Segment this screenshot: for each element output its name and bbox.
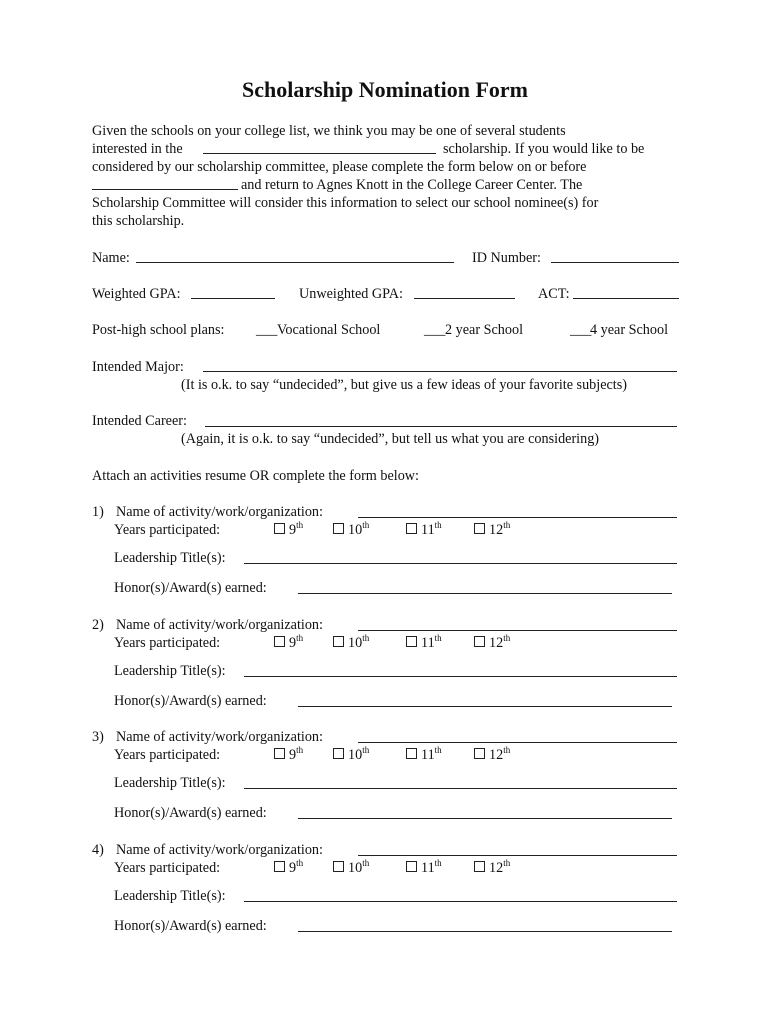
grade-number: 9	[289, 635, 297, 651]
weighted-gpa-field[interactable]	[191, 298, 275, 299]
grade-number: 12	[489, 635, 504, 651]
honors-label: Honor(s)/Award(s) earned:	[114, 918, 267, 934]
activity-name-field[interactable]	[358, 517, 677, 518]
leadership-field[interactable]	[244, 788, 677, 789]
activity-number: 2)	[92, 617, 104, 633]
grade-suffix: th	[296, 858, 304, 868]
checkbox-icon[interactable]	[333, 748, 344, 759]
grade-checkbox-option[interactable]	[274, 521, 303, 539]
checkbox-icon[interactable]	[274, 636, 285, 647]
plan-2yr-blank[interactable]: ___	[424, 322, 446, 338]
leadership-field[interactable]	[244, 901, 677, 902]
intro-line-1: Given the schools on your college list, we think you may be one of several students	[92, 123, 566, 139]
grade-checkbox-option[interactable]	[406, 521, 442, 539]
grade-suffix: th	[362, 858, 370, 868]
plans-label: Post-high school plans:	[92, 322, 225, 338]
activity-name-label: Name of activity/work/organization:	[116, 617, 323, 633]
grade-suffix: th	[503, 633, 511, 643]
grade-number: 11	[421, 522, 435, 538]
act-label: ACT:	[538, 286, 570, 302]
weighted-gpa-label: Weighted GPA:	[92, 286, 181, 302]
grade-suffix: th	[296, 745, 304, 755]
grade-suffix: th	[503, 745, 511, 755]
grade-number: 10	[348, 860, 363, 876]
checkbox-icon[interactable]	[333, 523, 344, 534]
years-participated-label: Years participated:	[114, 747, 221, 763]
career-label: Intended Career:	[92, 413, 187, 429]
grade-suffix: th	[362, 520, 370, 530]
act-field[interactable]	[573, 298, 679, 299]
grade-checkbox-option[interactable]	[274, 746, 303, 764]
grade-suffix: th	[503, 858, 511, 868]
grade-checkbox-option[interactable]	[474, 521, 510, 539]
activity-number: 1)	[92, 504, 104, 520]
grade-number: 9	[289, 522, 297, 538]
grade-suffix: th	[434, 858, 442, 868]
checkbox-icon[interactable]	[274, 861, 285, 872]
checkbox-icon[interactable]	[406, 523, 417, 534]
honors-label: Honor(s)/Award(s) earned:	[114, 580, 267, 596]
checkbox-icon[interactable]	[333, 636, 344, 647]
major-label: Intended Major:	[92, 359, 184, 375]
unweighted-gpa-label: Unweighted GPA:	[299, 286, 403, 302]
grade-checkbox-option[interactable]	[406, 634, 442, 652]
grade-checkbox-option[interactable]	[333, 746, 369, 764]
grade-checkbox-option[interactable]	[274, 859, 303, 877]
checkbox-icon[interactable]	[406, 861, 417, 872]
grade-number: 10	[348, 635, 363, 651]
grade-number: 11	[421, 635, 435, 651]
due-date-blank[interactable]	[92, 189, 238, 190]
grade-suffix: th	[362, 745, 370, 755]
intro-line-5: Scholarship Committee will consider this information to select our school nominee(s) for	[92, 195, 599, 211]
grade-checkbox-option[interactable]	[333, 859, 369, 877]
id-number-label: ID Number:	[472, 250, 541, 266]
major-field[interactable]	[203, 371, 677, 372]
honors-field[interactable]	[298, 593, 672, 594]
grade-suffix: th	[434, 745, 442, 755]
leadership-label: Leadership Title(s):	[114, 888, 226, 904]
leadership-label: Leadership Title(s):	[114, 550, 226, 566]
checkbox-icon[interactable]	[333, 861, 344, 872]
leadership-label: Leadership Title(s):	[114, 775, 226, 791]
grade-checkbox-option[interactable]	[333, 634, 369, 652]
checkbox-icon[interactable]	[474, 523, 485, 534]
leadership-field[interactable]	[244, 563, 677, 564]
form-title: Scholarship Nomination Form	[241, 77, 529, 102]
years-participated-label: Years participated:	[114, 860, 221, 876]
grade-number: 12	[489, 522, 504, 538]
intro-line-6: this scholarship.	[92, 213, 185, 229]
honors-field[interactable]	[298, 706, 672, 707]
activity-name-label: Name of activity/work/organization:	[116, 504, 323, 520]
grade-checkbox-option[interactable]	[406, 859, 442, 877]
major-note: (It is o.k. to say “undecided”, but give us a few ideas of your favorite subjects)	[181, 377, 627, 393]
grade-number: 9	[289, 860, 297, 876]
grade-suffix: th	[434, 520, 442, 530]
honors-field[interactable]	[298, 931, 672, 932]
grade-checkbox-option[interactable]	[333, 521, 369, 539]
years-participated-label: Years participated:	[114, 522, 221, 538]
activity-name-field[interactable]	[358, 855, 677, 856]
plan-4yr-blank[interactable]: ___	[570, 322, 592, 338]
grade-checkbox-option[interactable]	[474, 859, 510, 877]
intro-line-4: and return to Agnes Knott in the College Career Center. The	[241, 177, 583, 193]
years-participated-label: Years participated:	[114, 635, 221, 651]
intro-line-2b: scholarship. If you would like to be	[443, 141, 645, 157]
checkbox-icon[interactable]	[474, 636, 485, 647]
name-label: Name:	[92, 250, 130, 266]
checkbox-icon[interactable]	[474, 861, 485, 872]
career-field[interactable]	[205, 426, 677, 427]
grade-number: 12	[489, 747, 504, 763]
name-field[interactable]	[136, 262, 454, 263]
grade-checkbox-option[interactable]	[474, 746, 510, 764]
grade-number: 10	[348, 522, 363, 538]
grade-checkbox-option[interactable]	[474, 634, 510, 652]
checkbox-icon[interactable]	[274, 748, 285, 759]
honors-field[interactable]	[298, 818, 672, 819]
checkbox-icon[interactable]	[406, 636, 417, 647]
grade-suffix: th	[362, 633, 370, 643]
grade-suffix: th	[296, 520, 304, 530]
plan-4yr-label: 4 year School	[590, 322, 669, 338]
intro-line-2a: interested in the	[92, 141, 183, 157]
scholarship-name-blank[interactable]	[203, 153, 436, 154]
activity-name-label: Name of activity/work/organization:	[116, 729, 323, 745]
grade-number: 12	[489, 860, 504, 876]
activity-name-field[interactable]	[358, 742, 677, 743]
unweighted-gpa-field[interactable]	[414, 298, 515, 299]
checkbox-icon[interactable]	[274, 523, 285, 534]
attach-instruction: Attach an activities resume OR complete the form below:	[92, 468, 419, 484]
activity-name-label: Name of activity/work/organization:	[116, 842, 323, 858]
activity-name-field[interactable]	[358, 630, 677, 631]
grade-checkbox-option[interactable]	[406, 746, 442, 764]
grade-number: 10	[348, 747, 363, 763]
grade-suffix: th	[503, 520, 511, 530]
honors-label: Honor(s)/Award(s) earned:	[114, 805, 267, 821]
grade-suffix: th	[296, 633, 304, 643]
career-note: (Again, it is o.k. to say “undecided”, but tell us what you are considering)	[181, 431, 600, 447]
grade-checkbox-option[interactable]	[274, 634, 303, 652]
grade-suffix: th	[434, 633, 442, 643]
grade-number: 11	[421, 860, 435, 876]
grade-number: 9	[289, 747, 297, 763]
activity-number: 3)	[92, 729, 104, 745]
leadership-field[interactable]	[244, 676, 677, 677]
activity-number: 4)	[92, 842, 104, 858]
plan-vocational-label: Vocational School	[277, 322, 381, 338]
checkbox-icon[interactable]	[474, 748, 485, 759]
plan-2yr-label: 2 year School	[445, 322, 524, 338]
plan-vocational-blank[interactable]: ___	[256, 322, 278, 338]
honors-label: Honor(s)/Award(s) earned:	[114, 693, 267, 709]
grade-number: 11	[421, 747, 435, 763]
intro-line-3: considered by our scholarship committee, please complete the form below on or before	[92, 159, 587, 175]
leadership-label: Leadership Title(s):	[114, 663, 226, 679]
checkbox-icon[interactable]	[406, 748, 417, 759]
id-number-field[interactable]	[551, 262, 679, 263]
